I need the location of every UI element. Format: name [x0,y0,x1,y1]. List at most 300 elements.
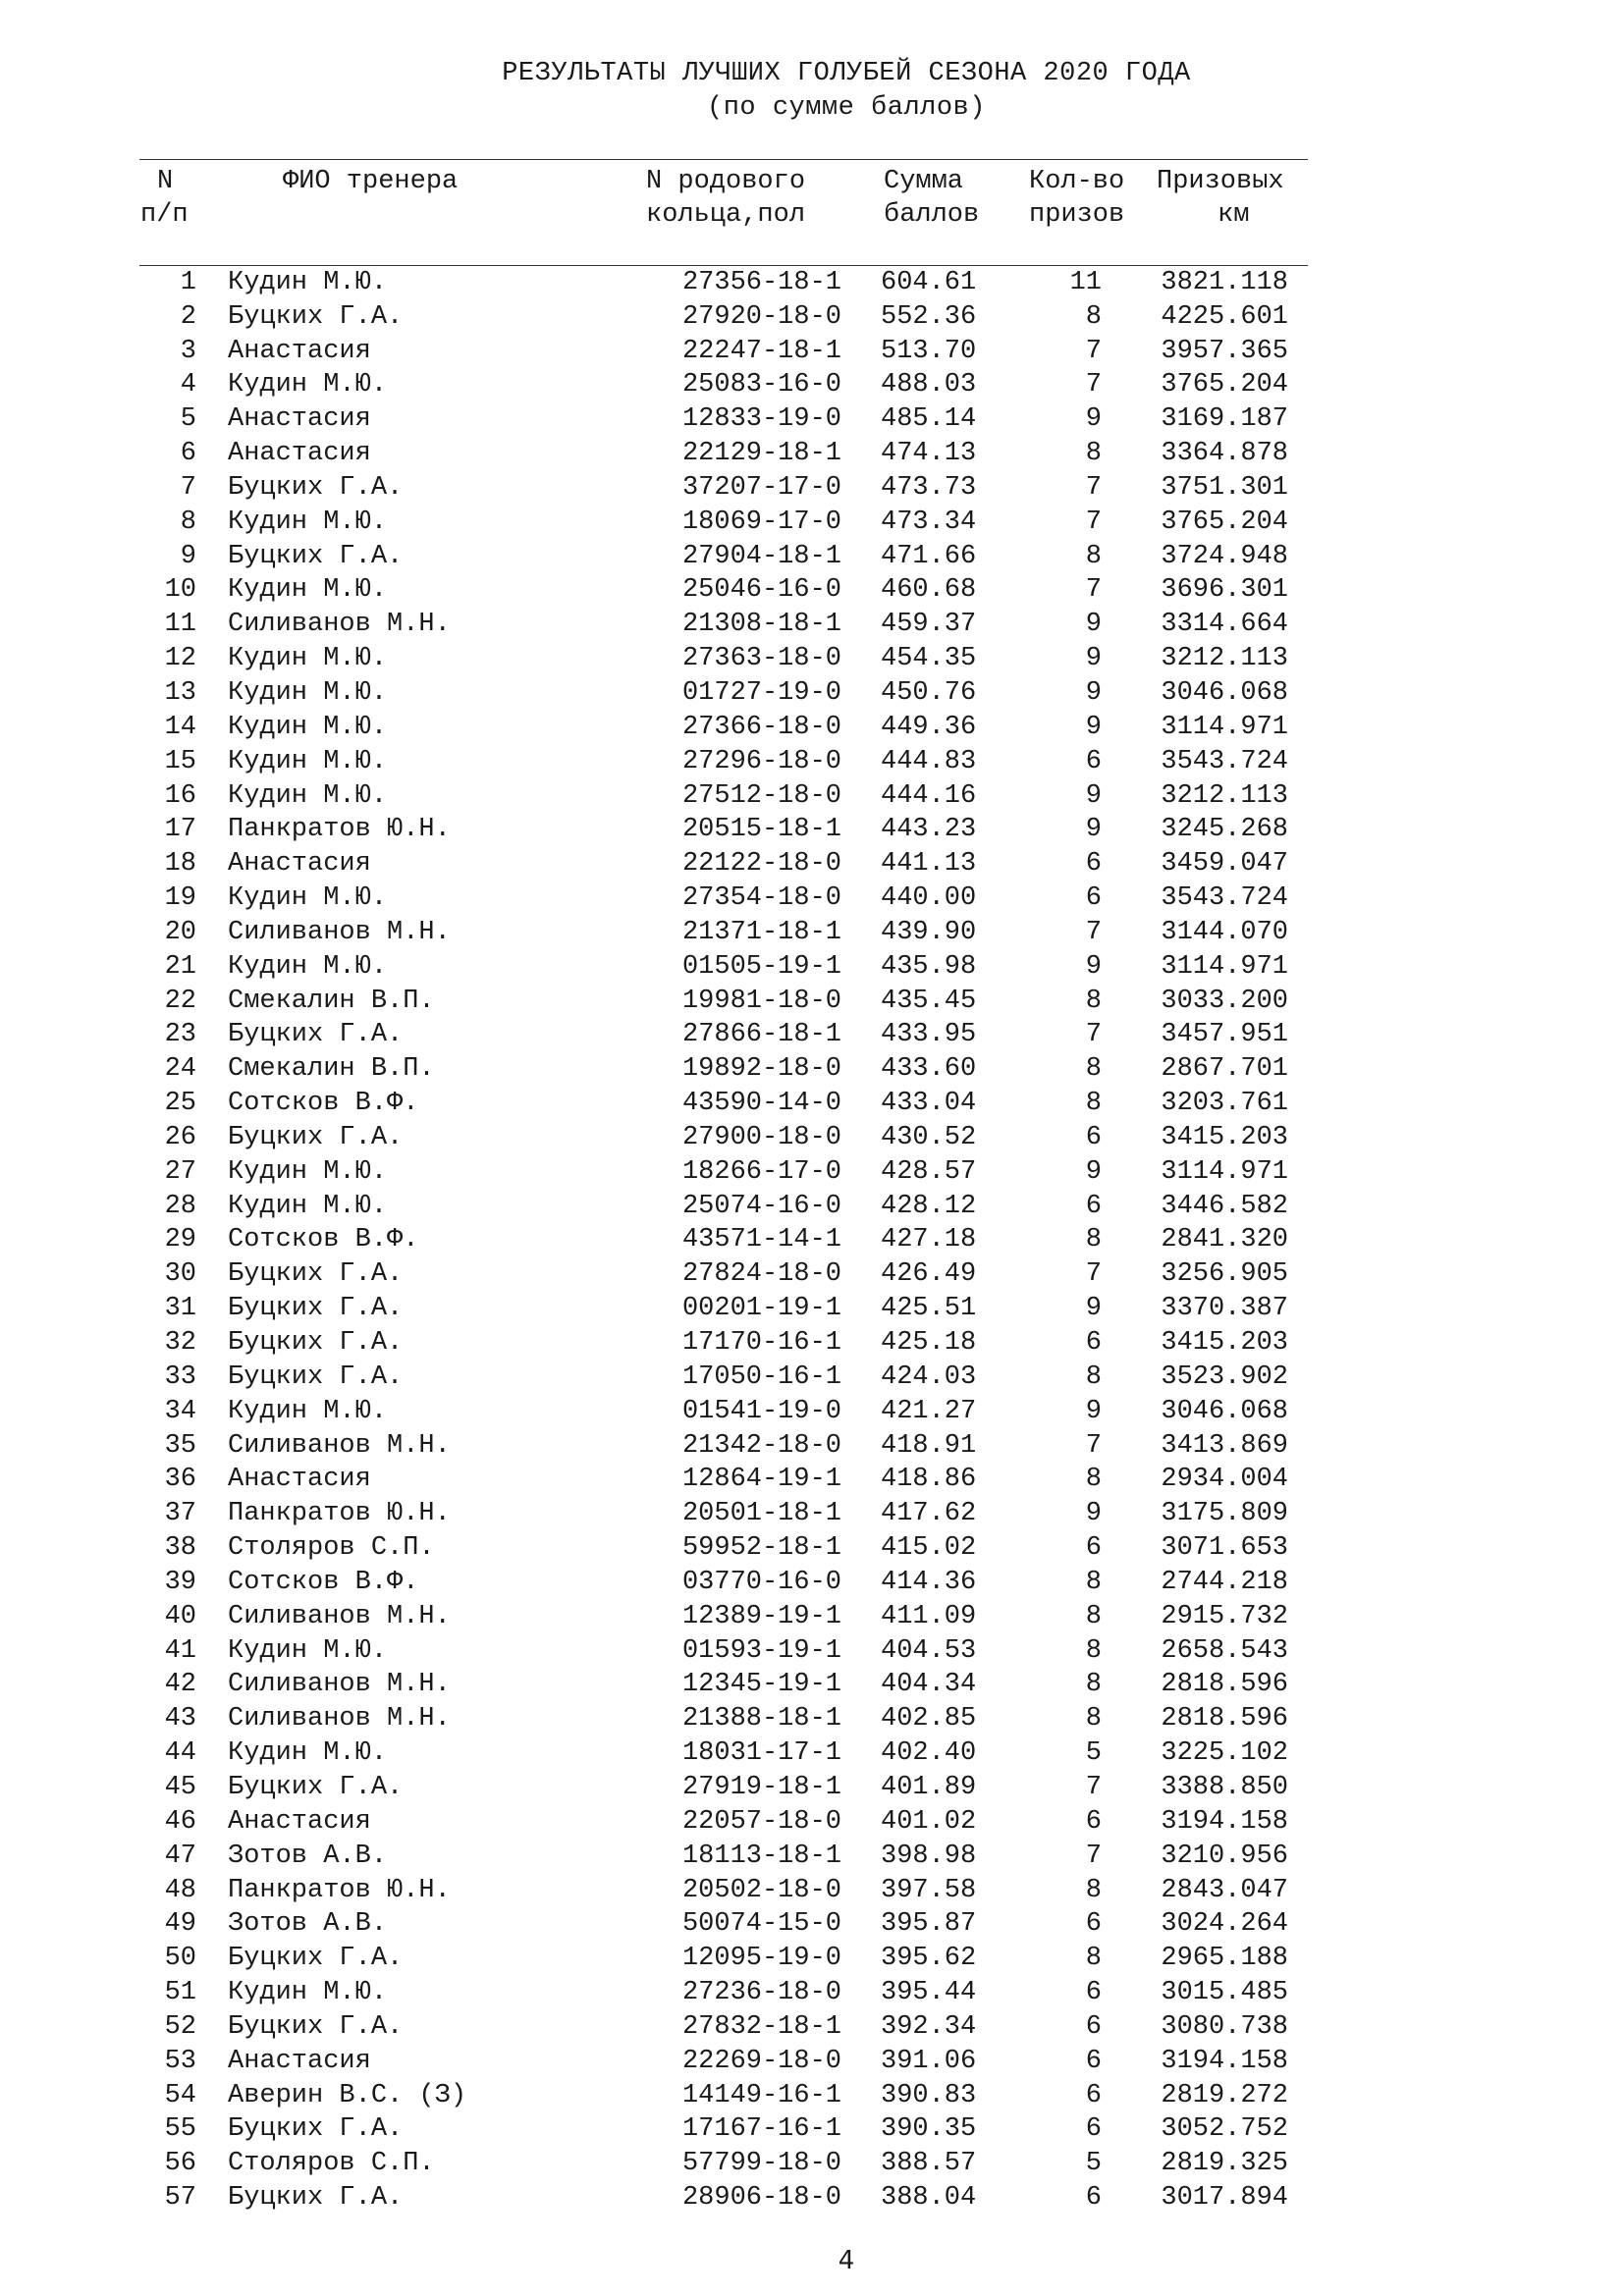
cell-trainer: Буцких Г.А. [228,1259,404,1290]
table-row [139,571,1288,606]
table-row [139,605,1288,639]
cell-spacer [196,1118,228,1152]
cell-prize-km: 2819.325 [1161,2149,1288,2179]
cell-spacer [841,1494,881,1528]
cell-spacer [841,1871,881,1905]
cell-prize-km: 3314.664 [1161,610,1288,640]
cell-rank: 11 [164,610,196,640]
table-row [139,2076,1288,2110]
cell-spacer [196,1699,228,1734]
cell-trainer: Кудин М.Ю. [228,1738,388,1769]
cell-prize-km: 3114.971 [1161,1156,1288,1187]
cell-prize-km: 2843.047 [1161,1875,1288,1905]
cell-prizes: 8 [1085,1567,1102,1597]
cell-ring: 28906-18-0 [681,2183,841,2214]
cell-prizes: 6 [1085,1533,1102,1564]
header-count-line1: Кол-во [1029,167,1125,196]
cell-rank: 52 [164,2011,196,2042]
cell-score: 415.02 [881,1533,977,1564]
cell-trainer: Силиванов М.Н. [228,1670,451,1700]
cell-trainer: Анастасия [228,1465,371,1495]
cell-trainer: Столяров С.П. [228,1533,435,1564]
cell-rank: 34 [164,1396,196,1426]
cell-rank: 51 [164,1978,196,2008]
cell-prizes: 9 [1085,677,1102,708]
cell-rank: 26 [164,1122,196,1152]
cell-spacer [196,742,228,776]
cell-rank: 20 [164,917,196,947]
cell-score: 428.57 [881,1156,977,1187]
cell-prizes: 6 [1085,1328,1102,1358]
cell-score: 404.34 [881,1670,977,1700]
cell-ring: 12345-19-1 [681,1670,841,1700]
cell-trainer: Силиванов М.Н. [228,1430,451,1461]
cell-spacer [841,1905,881,1940]
cell-ring: 27363-18-0 [681,644,841,674]
cell-spacer [196,1631,228,1666]
table-row [139,1323,1288,1358]
table-row [139,2110,1288,2145]
cell-prize-km: 2915.732 [1161,1601,1288,1631]
cell-trainer: Зотов А.В. [228,1841,388,1871]
cell-spacer [196,673,228,708]
table-row [139,297,1288,332]
cell-score: 428.12 [881,1191,977,1221]
cell-prizes: 11 [1069,267,1102,297]
cell-spacer [841,1084,881,1118]
cell-prize-km: 3415.203 [1161,1122,1288,1152]
table-row [139,844,1288,879]
cell-ring: 22247-18-1 [681,336,841,366]
cell-ring: 27366-18-0 [681,712,841,742]
cell-prizes: 7 [1085,472,1102,503]
header-count-line2: призов [1029,200,1125,230]
cell-score: 414.36 [881,1567,977,1597]
cell-spacer [841,1152,881,1187]
cell-ring: 25046-16-0 [681,575,841,606]
cell-prize-km: 2867.701 [1161,1054,1288,1085]
cell-prizes: 8 [1085,1704,1102,1735]
cell-score: 391.06 [881,2046,977,2076]
cell-spacer [196,879,228,913]
cell-spacer [196,1563,228,1597]
cell-score: 388.04 [881,2183,977,2214]
cell-spacer [196,1358,228,1392]
cell-score: 411.09 [881,1601,977,1631]
cell-prizes: 8 [1085,1089,1102,1119]
cell-trainer: Сотсков В.Ф. [228,1089,419,1119]
cell-spacer [196,1973,228,2007]
cell-score: 418.86 [881,1465,977,1495]
cell-score: 421.27 [881,1396,977,1426]
cell-spacer [196,639,228,673]
cell-trainer: Буцких Г.А. [228,1772,404,1802]
cell-trainer: Кудин М.Ю. [228,883,388,914]
cell-trainer: Аверин В.С. (З) [228,2080,467,2110]
cell-ring: 27296-18-0 [681,746,841,776]
cell-ring: 20515-18-1 [681,815,841,845]
cell-trainer: Сотсков В.Ф. [228,1567,419,1597]
cell-rank: 17 [164,815,196,845]
cell-spacer [196,1802,228,1837]
cell-spacer [841,297,881,332]
cell-ring: 01593-19-1 [681,1635,841,1666]
cell-trainer: Силиванов М.Н. [228,610,451,640]
cell-rank: 30 [164,1259,196,1290]
cell-rank: 22 [164,986,196,1016]
cell-spacer [196,1289,228,1323]
cell-trainer: Кудин М.Ю. [228,1978,388,2008]
cell-rank: 31 [164,1294,196,1324]
table-row [139,468,1288,503]
cell-prizes: 6 [1085,1191,1102,1221]
cell-prize-km: 3696.301 [1161,575,1288,606]
cell-spacer [841,1426,881,1461]
cell-spacer [841,2144,881,2178]
cell-spacer [841,1187,881,1221]
cell-ring: 22122-18-0 [681,849,841,880]
cell-prize-km: 3543.724 [1161,746,1288,776]
table-row [139,811,1288,845]
cell-trainer: Силиванов М.Н. [228,917,451,947]
cell-ring: 27236-18-0 [681,1978,841,2008]
cell-score: 430.52 [881,1122,977,1152]
table-row [139,708,1288,742]
cell-spacer [841,947,881,982]
cell-rank: 32 [164,1328,196,1358]
cell-ring: 18266-17-0 [681,1156,841,1187]
cell-prizes: 7 [1085,507,1102,537]
cell-rank: 4 [180,370,196,400]
cell-spacer [196,844,228,879]
cell-score: 444.83 [881,746,977,776]
cell-prizes: 8 [1085,1465,1102,1495]
cell-spacer [196,1016,228,1050]
cell-prizes: 8 [1085,1225,1102,1255]
cell-prize-km: 3370.387 [1161,1294,1288,1324]
cell-prize-km: 3114.971 [1161,712,1288,742]
cell-spacer [841,332,881,366]
cell-prize-km: 2841.320 [1161,1225,1288,1255]
cell-rank: 24 [164,1054,196,1085]
cell-score: 473.73 [881,472,977,503]
cell-spacer [196,1255,228,1289]
cell-trainer: Кудин М.Ю. [228,1635,388,1666]
cell-trainer: Буцких Г.А. [228,541,404,571]
cell-prize-km: 3413.869 [1161,1430,1288,1461]
cell-spacer [196,332,228,366]
cell-trainer: Смекалин В.П. [228,986,435,1016]
table-row [139,2007,1288,2042]
cell-ring: 19981-18-0 [681,986,841,1016]
cell-score: 488.03 [881,370,977,400]
cell-spacer [196,297,228,332]
cell-ring: 57799-18-0 [681,2149,841,2179]
cell-ring: 27866-18-1 [681,1020,841,1050]
cell-spacer [196,1392,228,1426]
cell-score: 397.58 [881,1875,977,1905]
cell-ring: 27832-18-1 [681,2011,841,2042]
cell-spacer [841,708,881,742]
cell-score: 388.57 [881,2149,977,2179]
cell-ring: 17050-16-1 [681,1362,841,1392]
header-n-line1: N [157,167,174,196]
cell-prize-km: 3523.902 [1161,1362,1288,1392]
cell-trainer: Кудин М.Ю. [228,1156,388,1187]
cell-rank: 38 [164,1533,196,1564]
cell-prizes: 5 [1085,2149,1102,2179]
cell-score: 424.03 [881,1362,977,1392]
cell-ring: 01727-19-0 [681,677,841,708]
cell-rank: 39 [164,1567,196,1597]
cell-score: 390.35 [881,2114,977,2145]
cell-spacer [196,366,228,400]
table-row [139,1118,1288,1152]
table-row [139,1255,1288,1289]
cell-trainer: Буцких Г.А. [228,1122,404,1152]
cell-prizes: 8 [1085,1944,1102,1974]
cell-spacer [841,2007,881,2042]
cell-prize-km: 3957.365 [1161,336,1288,366]
table-row [139,263,1288,297]
cell-trainer: Панкратов Ю.Н. [228,815,451,845]
cell-spacer [196,947,228,982]
table-row [139,1358,1288,1392]
cell-trainer: Буцких Г.А. [228,1362,404,1392]
cell-spacer [196,811,228,845]
cell-score: 401.02 [881,1806,977,1837]
cell-trainer: Сотсков В.Ф. [228,1225,419,1255]
cell-prize-km: 2934.004 [1161,1465,1288,1495]
header-ring-line2: кольца,пол [646,200,806,230]
cell-spacer [841,673,881,708]
cell-score: 404.53 [881,1635,977,1666]
cell-trainer: Кудин М.Ю. [228,507,388,537]
cell-ring: 22057-18-0 [681,1806,841,1837]
cell-prize-km: 2744.218 [1161,1567,1288,1597]
cell-spacer [841,1118,881,1152]
cell-ring: 27824-18-0 [681,1259,841,1290]
cell-prizes: 6 [1085,1909,1102,1940]
cell-trainer: Буцких Г.А. [228,1328,404,1358]
cell-spacer [841,1255,881,1289]
cell-trainer: Анастасия [228,439,371,469]
table-row [139,332,1288,366]
cell-spacer [196,1528,228,1563]
cell-trainer: Кудин М.Ю. [228,677,388,708]
cell-spacer [841,913,881,947]
table-row [139,1289,1288,1323]
cell-spacer [841,1973,881,2007]
table-row [139,400,1288,434]
cell-spacer [196,1049,228,1084]
cell-prizes: 6 [1085,2114,1102,2145]
cell-prizes: 9 [1085,780,1102,811]
cell-score: 425.51 [881,1294,977,1324]
cell-prize-km: 3033.200 [1161,986,1288,1016]
cell-spacer [841,742,881,776]
cell-spacer [196,1734,228,1768]
cell-rank: 28 [164,1191,196,1221]
table-row [139,1221,1288,1255]
cell-prizes: 6 [1085,746,1102,776]
cell-prize-km: 3364.878 [1161,439,1288,469]
cell-prize-km: 3765.204 [1161,370,1288,400]
cell-rank: 13 [164,677,196,708]
cell-ring: 27900-18-0 [681,1122,841,1152]
cell-trainer: Анастасия [228,404,371,435]
cell-spacer [196,1426,228,1461]
cell-prizes: 7 [1085,336,1102,366]
header-n-line2: п/п [140,200,189,230]
cell-prize-km: 3017.894 [1161,2183,1288,2214]
cell-spacer [196,1084,228,1118]
cell-score: 392.34 [881,2011,977,2042]
cell-spacer [841,2042,881,2076]
table-row [139,434,1288,468]
cell-rank: 10 [164,575,196,606]
table-row [139,1426,1288,1461]
cell-prize-km: 3415.203 [1161,1328,1288,1358]
cell-prize-km: 3046.068 [1161,677,1288,708]
cell-rank: 36 [164,1465,196,1495]
cell-ring: 43590-14-0 [681,1089,841,1119]
cell-prizes: 7 [1085,575,1102,606]
cell-rank: 44 [164,1738,196,1769]
cell-prize-km: 3543.724 [1161,883,1288,914]
cell-prize-km: 3765.204 [1161,507,1288,537]
cell-rank: 1 [180,267,196,297]
cell-prizes: 8 [1085,1601,1102,1631]
cell-spacer [196,982,228,1016]
table-row [139,1392,1288,1426]
cell-score: 552.36 [881,301,977,332]
cell-score: 435.98 [881,951,977,982]
cell-trainer: Кудин М.Ю. [228,1191,388,1221]
cell-rank: 55 [164,2114,196,2145]
cell-spacer [841,1837,881,1871]
cell-score: 443.23 [881,815,977,845]
cell-prize-km: 3751.301 [1161,472,1288,503]
cell-spacer [196,263,228,297]
cell-trainer: Панкратов Ю.Н. [228,1499,451,1529]
cell-prizes: 9 [1085,610,1102,640]
cell-ring: 03770-16-0 [681,1567,841,1597]
cell-spacer [196,1871,228,1905]
cell-spacer [841,1358,881,1392]
cell-spacer [841,1666,881,1700]
cell-rank: 56 [164,2149,196,2179]
cell-prize-km: 3194.158 [1161,2046,1288,2076]
cell-spacer [196,1323,228,1358]
cell-score: 425.18 [881,1328,977,1358]
cell-spacer [841,1323,881,1358]
cell-score: 441.13 [881,849,977,880]
cell-trainer: Кудин М.Ю. [228,1396,388,1426]
cell-score: 401.89 [881,1772,977,1802]
cell-spacer [841,1461,881,1495]
cell-prizes: 7 [1085,917,1102,947]
cell-trainer: Анастасия [228,849,371,880]
table-row [139,537,1288,571]
cell-prizes: 7 [1085,1020,1102,1050]
cell-spacer [196,2007,228,2042]
cell-prizes: 9 [1085,1156,1102,1187]
cell-prize-km: 3046.068 [1161,1396,1288,1426]
cell-spacer [841,503,881,537]
cell-spacer [196,1187,228,1221]
cell-ring: 01505-19-1 [681,951,841,982]
cell-rank: 19 [164,883,196,914]
table-row [139,947,1288,982]
cell-trainer: Кудин М.Ю. [228,951,388,982]
cell-prizes: 8 [1085,1875,1102,1905]
cell-spacer [196,2042,228,2076]
cell-prize-km: 3821.118 [1161,267,1288,297]
cell-spacer [841,811,881,845]
table-row [139,1699,1288,1734]
cell-prize-km: 3071.653 [1161,1533,1288,1564]
cell-rank: 50 [164,1944,196,1974]
cell-spacer [841,1289,881,1323]
cell-ring: 14149-16-1 [681,2080,841,2110]
cell-score: 427.18 [881,1225,977,1255]
cell-spacer [196,1221,228,1255]
cell-ring: 17167-16-1 [681,2114,841,2145]
cell-trainer: Кудин М.Ю. [228,644,388,674]
cell-spacer [196,571,228,606]
cell-prizes: 7 [1085,370,1102,400]
cell-score: 433.60 [881,1054,977,1085]
cell-score: 604.61 [881,267,977,297]
cell-spacer [196,1597,228,1631]
table-row [139,1597,1288,1631]
cell-trainer: Зотов А.В. [228,1909,388,1940]
table-row [139,503,1288,537]
cell-trainer: Панкратов Ю.Н. [228,1875,451,1905]
cell-score: 418.91 [881,1430,977,1461]
cell-spacer [841,1768,881,1802]
cell-prize-km: 2965.188 [1161,1944,1288,1974]
cell-prizes: 6 [1085,2080,1102,2110]
cell-rank: 41 [164,1635,196,1666]
cell-spacer [841,571,881,606]
table-row [139,1871,1288,1905]
cell-prizes: 6 [1085,2011,1102,2042]
table-row [139,2042,1288,2076]
cell-spacer [841,537,881,571]
cell-ring: 18069-17-0 [681,507,841,537]
cell-score: 454.35 [881,644,977,674]
cell-spacer [841,1734,881,1768]
table-row [139,776,1288,811]
cell-spacer [841,1528,881,1563]
cell-score: 449.36 [881,712,977,742]
cell-score: 395.62 [881,1944,977,1974]
cell-prizes: 6 [1085,1978,1102,2008]
cell-prizes: 7 [1085,1259,1102,1290]
cell-spacer [196,1666,228,1700]
cell-prizes: 8 [1085,541,1102,571]
cell-ring: 22269-18-0 [681,2046,841,2076]
cell-score: 471.66 [881,541,977,571]
cell-rank: 8 [180,507,196,537]
table-row [139,1084,1288,1118]
cell-ring: 20501-18-1 [681,1499,841,1529]
cell-prizes: 9 [1085,1396,1102,1426]
cell-spacer [841,400,881,434]
cell-spacer [841,844,881,879]
